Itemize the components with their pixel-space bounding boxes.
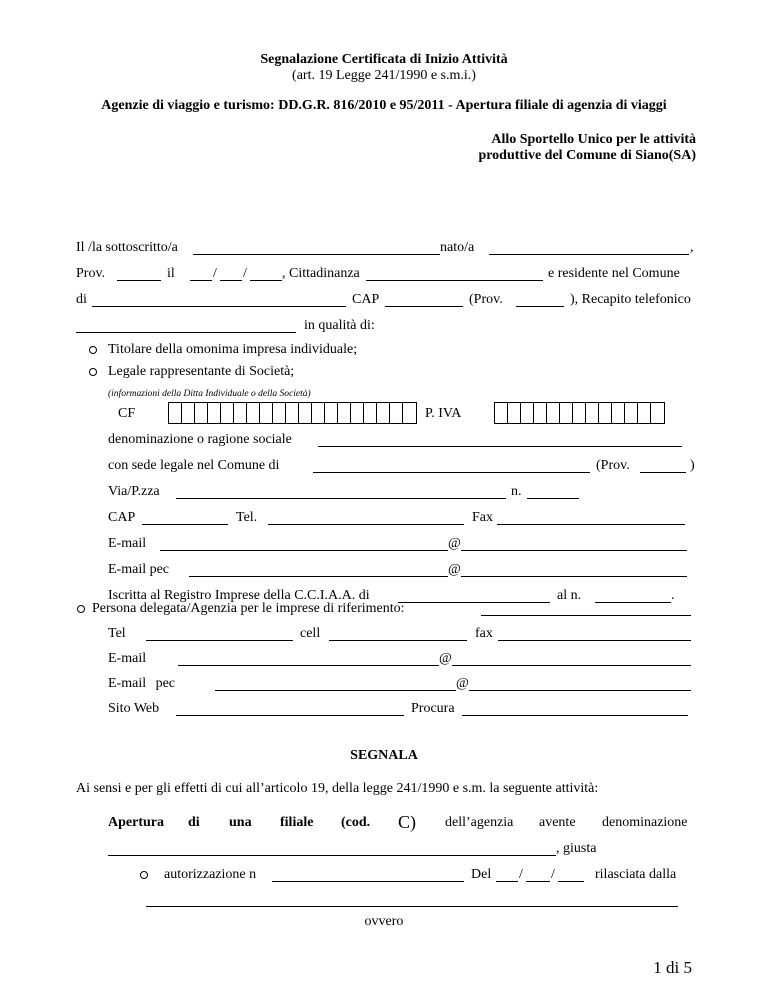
company-fax-field[interactable] bbox=[497, 524, 685, 525]
procura-label: Procura bbox=[411, 701, 455, 716]
street-label: Via/P.zza bbox=[108, 484, 160, 499]
company-tel-field[interactable] bbox=[268, 524, 464, 525]
authorization-label: autorizzazione n bbox=[164, 867, 257, 882]
word-filiale: filiale bbox=[280, 815, 314, 830]
company-tel-label: Tel. bbox=[236, 510, 258, 525]
delegate-label: Persona delegata/Agenzia per le imprese di riferimento: bbox=[92, 601, 405, 616]
delegate-email-domain-field[interactable] bbox=[452, 665, 691, 666]
authorization-number-field[interactable] bbox=[272, 881, 464, 882]
delegate-cell-field[interactable] bbox=[329, 640, 467, 641]
company-pec-at: @ bbox=[448, 562, 461, 577]
registry-city-field[interactable] bbox=[398, 602, 550, 603]
company-name-field[interactable] bbox=[318, 446, 682, 447]
issued-label: rilasciata dalla bbox=[595, 867, 677, 882]
word-una: una bbox=[229, 815, 252, 830]
giusta-label: , giusta bbox=[556, 841, 597, 856]
subscriber-label: Il /la sottoscritto/a bbox=[76, 240, 178, 255]
comma: , bbox=[690, 240, 694, 255]
procura-field[interactable] bbox=[462, 715, 688, 716]
word-avente: avente bbox=[539, 815, 576, 830]
auth-slash-2: / bbox=[551, 867, 555, 882]
company-email-user-field[interactable] bbox=[160, 550, 448, 551]
auth-month-field[interactable] bbox=[526, 881, 550, 882]
info-note: (informazioni della Ditta Individuale o della Società) bbox=[108, 389, 311, 399]
code-c: C) bbox=[398, 812, 416, 832]
di-label: di bbox=[76, 292, 87, 307]
legal-rep-label: Legale rappresentante di Società; bbox=[108, 364, 295, 379]
residence-prov-field[interactable] bbox=[516, 306, 564, 307]
legal-rep-radio[interactable] bbox=[89, 368, 97, 376]
registry-label: Iscritta al Registro Imprese della C.C.I.A.A. di bbox=[108, 588, 370, 603]
recipient-line-1: Allo Sportello Unico per le attività bbox=[491, 132, 696, 147]
issuer-field[interactable] bbox=[146, 906, 678, 907]
il-label: il bbox=[167, 266, 175, 281]
registry-number-field[interactable] bbox=[595, 602, 671, 603]
street-field[interactable] bbox=[176, 498, 506, 499]
delegate-pec-domain-field[interactable] bbox=[469, 690, 691, 691]
delegate-pec-label: E-mail pec bbox=[108, 676, 176, 691]
seat-comune-field[interactable] bbox=[313, 472, 590, 473]
company-name-label: denominazione o ragione sociale bbox=[108, 432, 292, 447]
word-apertura: Apertura bbox=[108, 815, 164, 830]
declaration-intro: Ai sensi e per gli effetti di cui all’articolo 19, della legge 241/1990 e s.m. la seguente attività: bbox=[76, 781, 599, 796]
citizenship-label: , Cittadinanza bbox=[282, 266, 360, 281]
prov-label: Prov. bbox=[76, 266, 106, 281]
cf-grid[interactable] bbox=[168, 402, 417, 424]
delegate-email-label: E-mail bbox=[108, 651, 147, 666]
word-cod: (cod. bbox=[341, 815, 371, 830]
piva-label: P. IVA bbox=[425, 406, 462, 421]
birth-month-field[interactable] bbox=[220, 280, 242, 281]
birth-day-field[interactable] bbox=[190, 280, 212, 281]
company-email-at: @ bbox=[448, 536, 461, 551]
delegate-tel-field[interactable] bbox=[146, 640, 293, 641]
segnala-heading: SEGNALA bbox=[350, 748, 418, 763]
cap-label: CAP bbox=[352, 292, 380, 307]
company-pec-label: E-mail pec bbox=[108, 562, 170, 577]
date-slash-2: / bbox=[243, 266, 247, 281]
residence-cap-field[interactable] bbox=[385, 306, 463, 307]
registry-period: . bbox=[671, 588, 675, 603]
sole-owner-label: Titolare della omonima impresa individuale; bbox=[108, 342, 358, 357]
company-email-label: E-mail bbox=[108, 536, 147, 551]
authorization-radio[interactable] bbox=[140, 871, 148, 879]
citizenship-field[interactable] bbox=[366, 280, 543, 281]
street-number-label: n. bbox=[511, 484, 522, 499]
delegate-cell-label: cell bbox=[300, 626, 321, 641]
born-label: nato/a bbox=[440, 240, 475, 255]
seat-label: con sede legale nel Comune di bbox=[108, 458, 280, 473]
seat-prov-field[interactable] bbox=[640, 472, 686, 473]
company-cap-label: CAP bbox=[108, 510, 136, 525]
delegate-fax-field[interactable] bbox=[498, 640, 691, 641]
document-subtitle: (art. 19 Legge 241/1990 e s.m.i.) bbox=[292, 68, 476, 83]
word-agenzia: dell’agenzia bbox=[445, 815, 514, 830]
phone-label: ), Recapito telefonico bbox=[570, 292, 691, 307]
date-slash-1: / bbox=[213, 266, 217, 281]
birth-prov-field[interactable] bbox=[117, 280, 161, 281]
auth-year-field[interactable] bbox=[558, 881, 584, 882]
company-pec-domain-field[interactable] bbox=[461, 576, 687, 577]
birth-year-field[interactable] bbox=[250, 280, 282, 281]
auth-day-field[interactable] bbox=[496, 881, 518, 882]
del-label: Del bbox=[471, 867, 492, 882]
delegate-tel-label: Tel bbox=[108, 626, 126, 641]
recipient-line-2: produttive del Comune di Siano(SA) bbox=[478, 148, 696, 163]
delegate-name-field[interactable] bbox=[481, 615, 691, 616]
delegate-fax-label: fax bbox=[475, 626, 493, 641]
resident-label: e residente nel Comune bbox=[548, 266, 680, 281]
quality-label: in qualità di: bbox=[304, 318, 375, 333]
seat-prov-close: ) bbox=[690, 458, 695, 473]
company-fax-label: Fax bbox=[472, 510, 493, 525]
auth-slash-1: / bbox=[519, 867, 523, 882]
delegate-email-user-field[interactable] bbox=[178, 665, 439, 666]
document-title: Segnalazione Certificata di Inizio Attività bbox=[260, 52, 508, 67]
word-denominazione: denominazione bbox=[602, 815, 688, 830]
company-email-domain-field[interactable] bbox=[461, 550, 687, 551]
phone-field[interactable] bbox=[76, 332, 296, 333]
delegate-pec-at: @ bbox=[456, 676, 469, 691]
company-pec-user-field[interactable] bbox=[189, 576, 448, 577]
page-number: 1 di 5 bbox=[653, 958, 692, 977]
delegate-pec-user-field[interactable] bbox=[215, 690, 456, 691]
registry-number-label: al n. bbox=[557, 588, 582, 603]
delegate-email-at: @ bbox=[439, 651, 452, 666]
seat-prov-label: (Prov. bbox=[596, 458, 630, 473]
street-number-field[interactable] bbox=[527, 498, 579, 499]
prov-open-label: (Prov. bbox=[469, 292, 503, 307]
website-label: Sito Web bbox=[108, 701, 160, 716]
sole-owner-radio[interactable] bbox=[89, 346, 97, 354]
piva-grid[interactable] bbox=[494, 402, 665, 424]
company-cap-field[interactable] bbox=[142, 524, 228, 525]
cf-label: CF bbox=[118, 406, 136, 421]
website-field[interactable] bbox=[176, 715, 404, 716]
subscriber-name-field[interactable] bbox=[193, 254, 440, 255]
agency-line: Agenzie di viaggio e turismo: DD.G.R. 816/2010 e 95/2011 - Apertura filiale di agenzia di viaggi bbox=[101, 98, 667, 113]
word-di: di bbox=[188, 815, 200, 830]
residence-comune-field[interactable] bbox=[92, 306, 346, 307]
ovvero-label: ovvero bbox=[364, 914, 404, 929]
delegate-radio[interactable] bbox=[77, 605, 85, 613]
agency-name-field[interactable] bbox=[108, 855, 556, 856]
birthplace-field[interactable] bbox=[489, 254, 689, 255]
